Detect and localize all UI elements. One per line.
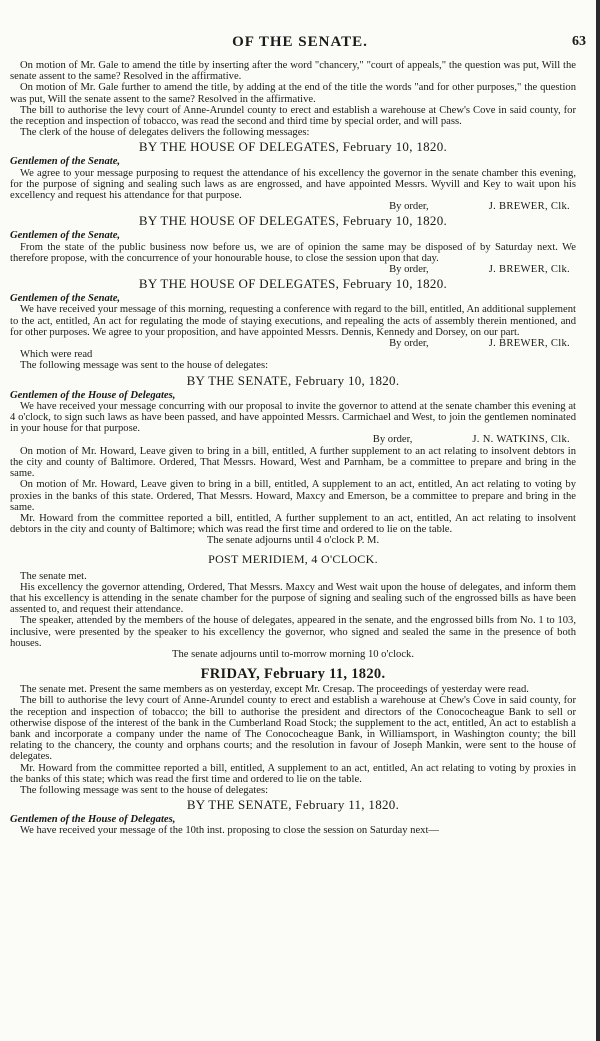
paragraph: The bill to authorise the levy court of Anne-Arundel county to erect and establish a warehouse at Chew's Cove in said county, for the reception and inspection of tobacco; the bill to authorise the president and directors of the Conococheague Bank to sell or otherwise dispose of the interest of the bank in the Cumberland Road Stock; the supplement to the act, entitled, An act to establish a bank and incorporate a company under the name of The Conococheague Bank, in Williamsport, in Washington county; the bill relating to the chancery, the county and orphans courts; and the resolution in favour of Joseph Mankin, were sent to the house of delegates. — [10, 695, 576, 763]
adjournment-line: The senate adjourns until to-morrow morning 10 o'clock. — [172, 648, 414, 660]
paragraph: We agree to your message purposing to request the attendance of his excellency the governor in the senate chamber this evening, for the purpose of signing and sealing such laws as are engrossed, and have appointed Messrs. Wyvill and Key to wait upon his excellency and request his attendance for that purpose. — [10, 167, 576, 202]
signature-line — [10, 434, 576, 445]
section-heading: POST MERIDIEM, 4 O'CLOCK. — [208, 551, 378, 566]
salutation: Gentlemen of the Senate, — [10, 230, 121, 242]
paragraph: On motion of Mr. Gale further to amend the title, by adding at the end of the title the words "and for other purposes," the question was put, Will the senate assent to the same? Resolved in the affirmative. — [10, 82, 576, 105]
message-heading: BY THE SENATE, February 10, 1820. — [186, 372, 400, 388]
day-heading: FRIDAY, February 11, 1820. — [200, 666, 386, 683]
signature-line — [10, 264, 576, 275]
message-heading: BY THE HOUSE OF DELEGATES, February 10, 1820. — [138, 139, 448, 155]
paragraph: Mr. Howard from the committee reported a bill, entitled, A supplement to an act, entitled, An act relating to voting by proxies in the banks of this state; which was read the first time and ordered to lie on the table. — [10, 762, 576, 785]
salutation: Gentlemen of the House of Delegates, — [10, 814, 176, 826]
paragraph: Which were read — [20, 349, 93, 361]
paragraph: On motion of Mr. Gale to amend the title by inserting after the word "chancery," "court of appeals," the question was put, Will the senate assent to the same? Resolved in the affirmative. — [10, 60, 576, 83]
paragraph: Mr. Howard from the committee reported a bill, entitled, A further supplement to an act, entitled, An act relating to insolvent debtors in the city and county of Baltimore; which was read the first time and ordered to lie on the table. — [10, 512, 576, 536]
signature-line — [10, 201, 576, 212]
paragraph: From the state of the public business now before us, we are of opinion the same may be disposed of by Saturday next. We therefore propose, with the concurrence of your honourable house, to close the session upon that day. — [10, 241, 576, 264]
paragraph: The following message was sent to the house of delegates: — [20, 360, 269, 372]
paragraph: The speaker, attended by the members of the house of delegates, appeared in the senate, and the engrossed bills from No. 1 to 103, inclusive, were presented by the speaker to his excellency the governor, who signed and sealed the same in the presence of both houses. — [10, 615, 576, 649]
paragraph: On motion of Mr. Howard, Leave given to bring in a bill, entitled, A further supplement to an act relating to insolvent debtors in the city and county of Baltimore. Ordered, That Messrs. Howard, West and Parnham, be a committee to prepare and bring in the same. — [10, 445, 576, 480]
paragraph: The following message was sent to the house of delegates: — [20, 784, 269, 796]
paragraph: We have received your message concurring with our proposal to invite the governor to attend at the senate chamber this evening at 4 o'clock, to sign such laws as have been passed, and have appointed Messrs. Carmichael and West, to join the gentlemen nominated in your house for that purpose. — [10, 400, 576, 435]
paragraph: The senate met. — [20, 570, 87, 582]
paragraph: His excellency the governor attending, Ordered, That Messrs. Maxcy and West wait upon the house of delegates, and inform them that his excellency is attending in the senate chamber for the purpose of signing and sealing such of the engrossed bills as have been assented to, and request their attendance. — [10, 581, 576, 616]
running-header — [0, 34, 600, 54]
paragraph: The senate met. Present the same members as on yesterday, except Mr. Cresap. The proceedings of yesterday were read. — [20, 684, 529, 696]
message-heading: BY THE HOUSE OF DELEGATES, February 10, 1820. — [138, 213, 448, 229]
page-title: OF THE SENATE. — [232, 34, 368, 50]
clerk-name: J. BREWER, Clk. — [488, 201, 570, 213]
paragraph: We have received your message of this morning, requesting a conference with regard to the bill, entitled, An additional supplement to the act, entitled, An act for regulating the mode of staying executions, and repealing the acts of assembly therein mentioned, and for other purposes. We agree to your proposition, and have appointed Messrs. Dennis, Kennedy and Dorsey, on our part. — [10, 304, 576, 338]
signature-line — [10, 338, 576, 349]
salutation: Gentlemen of the Senate, — [10, 293, 121, 305]
by-order: By order, — [389, 201, 429, 213]
paragraph: On motion of Mr. Howard, Leave given to bring in a bill, entitled, A supplement to an act, entitled, An act relating to voting by proxies in the banks of this state. Ordered, That Messrs. Howard, Maxcy and Emerson, be a committee to prepare and bring in the same. — [10, 479, 576, 513]
by-order: By order, — [389, 338, 429, 350]
clerk-name: J. BREWER, Clk. — [488, 264, 570, 276]
salutation: Gentlemen of the Senate, — [10, 156, 121, 168]
paragraph: The bill to authorise the levy court of Anne-Arundel county to erect and establish a warehouse at Chew's Cove in said county, for the reception and inspection of tobacco, was read the second and third time by special order, and will pass. — [10, 104, 576, 128]
page-number: 63 — [572, 34, 586, 49]
message-heading: BY THE HOUSE OF DELEGATES, February 10, 1820. — [138, 276, 448, 292]
clerk-name: J. BREWER, Clk. — [488, 338, 570, 350]
message-heading: BY THE SENATE, February 11, 1820. — [186, 797, 400, 813]
paragraph: We have received your message of the 10th inst. proposing to close the session on Saturday next— — [20, 825, 439, 837]
paragraph: The clerk of the house of delegates delivers the following messages: — [20, 127, 310, 139]
journal-body — [10, 60, 576, 837]
adjournment-line: The senate adjourns until 4 o'clock P. M. — [206, 535, 380, 547]
clerk-name: J. N. WATKINS, Clk. — [472, 434, 570, 446]
by-order: By order, — [372, 434, 413, 446]
by-order: By order, — [389, 264, 429, 276]
scan-edge — [596, 0, 600, 1041]
salutation: Gentlemen of the House of Delegates, — [10, 389, 176, 401]
